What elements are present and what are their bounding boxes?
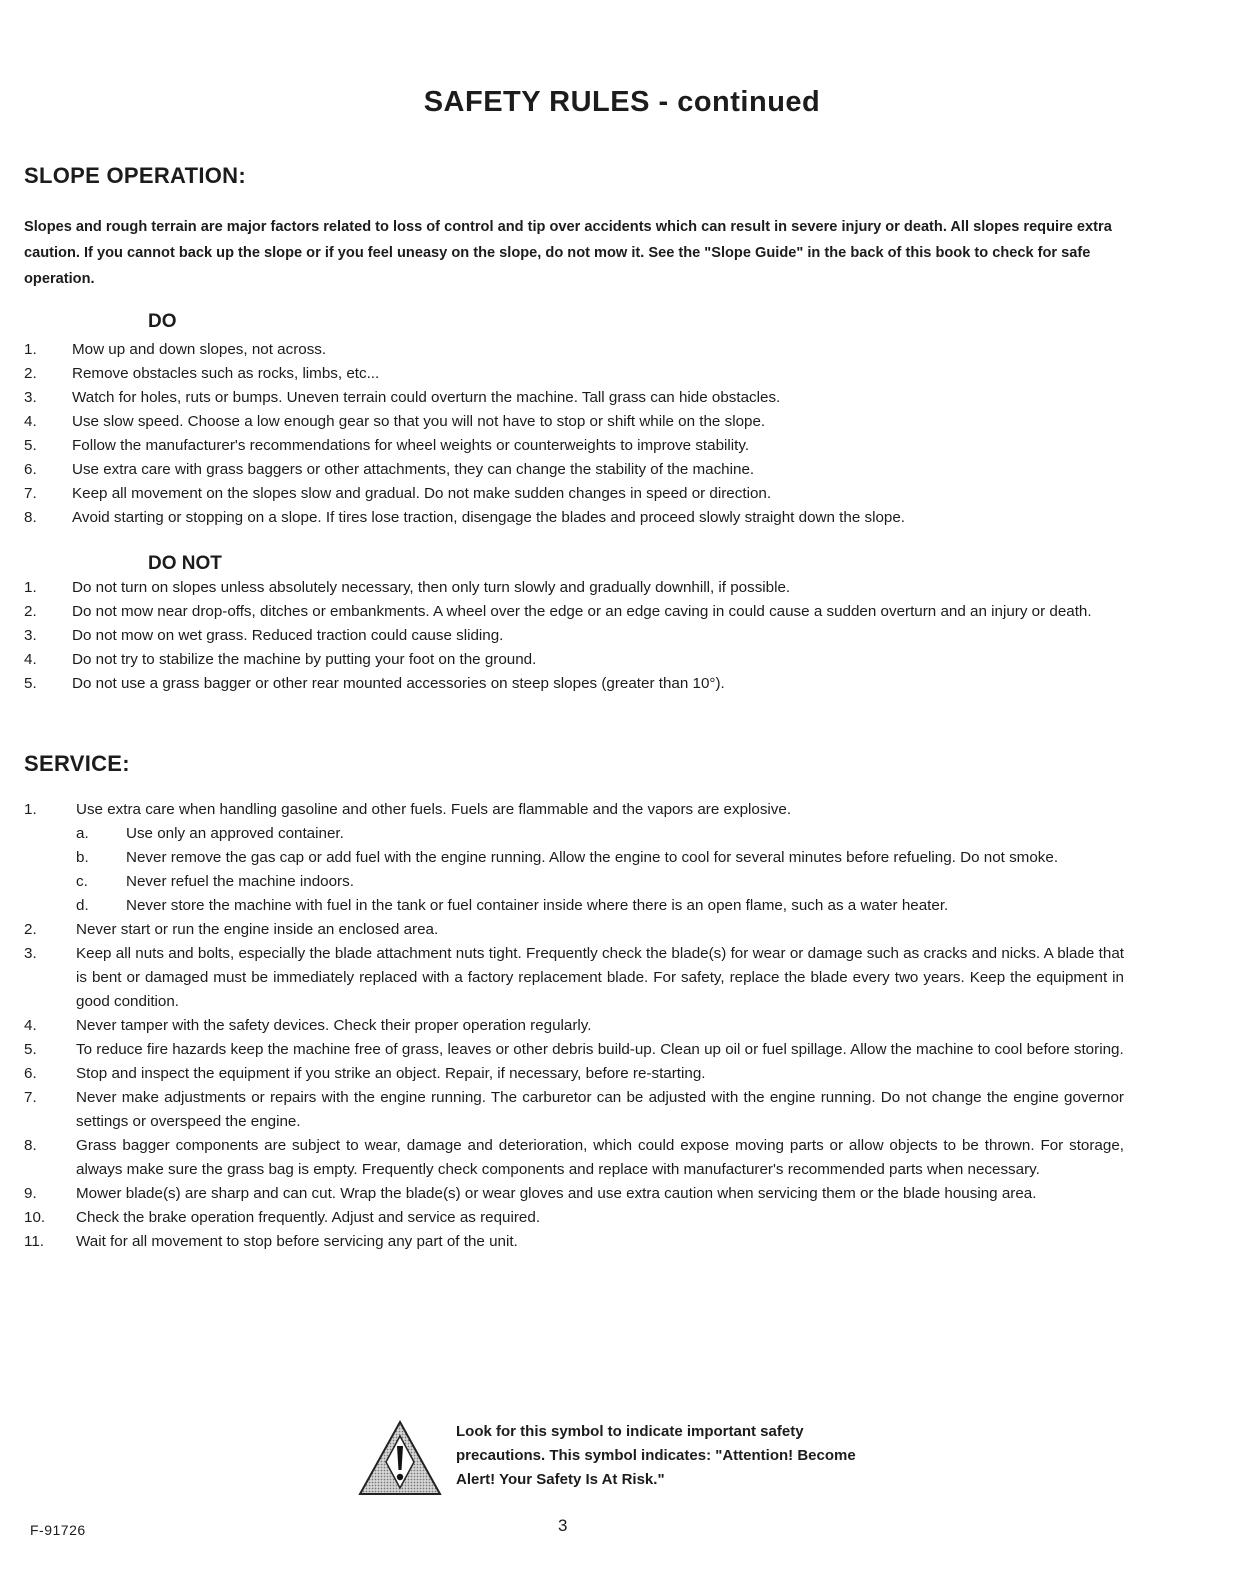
fuel-subitem [76,822,1124,846]
list-item [24,362,1124,386]
list-item-text: Grass bagger components are subject to wear, damage and deterioration, which could expose moving parts or allow objects to be thrown. For storage, always make sure the grass bag is empty. Frequently check components and replace with manufacturer's recommended parts when necessary. [76,1137,1124,1178]
list-item-number: 6. [24,1065,37,1082]
list-item [24,482,1124,506]
list-item-text: Do not turn on slopes unless absolutely necessary, then only turn slowly and gradually downhill, if possible. [72,579,791,596]
list-item-number: 7. [24,1089,37,1106]
list-item [24,600,1124,624]
list-item-number: 5. [24,1041,37,1058]
list-item-text: Mow up and down slopes, not across. [72,341,327,358]
list-item [24,1014,1124,1038]
list-item-number: 6. [24,461,37,478]
list-item-number: 2. [24,603,37,620]
list-item-number: 4. [24,413,37,430]
list-item-number: 5. [24,675,37,692]
list-item-number: 2. [24,921,37,938]
page-number: 3 [558,1516,568,1535]
list-item [24,1038,1124,1062]
list-item-number: 1. [24,579,37,596]
list-item-number: 4. [24,651,37,668]
list-item [24,506,1124,530]
subitem-letter: d. [76,897,89,914]
document-code: F-91726 [30,1522,86,1538]
list-item-number: 3. [24,389,37,406]
slope-intro-text: Slopes and rough terrain are major factors related to loss of control and tip over accidents which can result in severe injury or death. All slopes require extra caution. If you cannot back up the slope or if you feel uneasy on the slope, do not mow it. See the "Slope Guide" in the back of this book to check for safe operation. [24,219,1112,287]
list-item [24,918,1124,942]
subitem-letter: c. [76,873,88,890]
list-item [24,672,1124,696]
slope-intro [24,214,1124,292]
list-item-text: Never tamper with the safety devices. Check their proper operation regularly. [76,1017,592,1034]
fuel-sublist [76,822,1124,918]
list-item-text: Do not use a grass bagger or other rear mounted accessories on steep slopes (greater than 10°). [72,675,725,692]
list-item-number: 8. [24,509,37,526]
list-item-text: Avoid starting or stopping on a slope. If tires lose traction, disengage the blades and proceed slowly straight down the slope. [72,509,906,526]
list-item-number: 3. [24,945,37,962]
list-item-number: 8. [24,1137,37,1154]
service-items-rest [24,918,1124,1254]
list-item-text: Use slow speed. Choose a low enough gear so that you will not have to stop or shift while on the slope. [72,413,766,430]
service-item-text: Use extra care when handling gasoline and other fuels. Fuels are flammable and the vapors are explosive. [76,801,792,818]
list-item-number: 3. [24,627,37,644]
list-item-number: 10. [24,1209,46,1226]
list-item-text: Stop and inspect the equipment if you strike an object. Repair, if necessary, before re-starting. [76,1065,706,1082]
safety-notice [356,1418,876,1508]
list-item-text: Mower blade(s) are sharp and can cut. Wrap the blade(s) or wear gloves and use extra caution when servicing them or the blade housing area. [76,1185,1037,1202]
page-title: SAFETY RULES - continued [423,86,821,118]
list-item-text: To reduce fire hazards keep the machine free of grass, leaves or other debris build-up. Clean up oil or fuel spillage. Allow the machine to cool before storing. [76,1041,1124,1058]
list-item-text: Do not mow on wet grass. Reduced traction could cause sliding. [72,627,504,644]
list-item [24,942,1124,1014]
list-item [24,410,1124,434]
service-item-number: 1. [24,801,37,818]
do-not-heading: DO NOT [148,553,222,574]
service-list [24,798,1124,1254]
list-item [24,386,1124,410]
list-item-text: Use extra care with grass baggers or other attachments, they can change the stability of the machine. [72,461,755,478]
list-item-number: 1. [24,341,37,358]
list-item [24,1062,1124,1086]
slope-operation-heading: SLOPE OPERATION: [24,163,246,188]
list-item-text: Remove obstacles such as rocks, limbs, etc... [72,365,380,382]
do-list [24,338,1124,530]
list-item-text: Wait for all movement to stop before servicing any part of the unit. [76,1233,518,1250]
list-item [24,1206,1124,1230]
list-item-text: Never make adjustments or repairs with the engine running. The carburetor can be adjusted with the engine running. Do not change the engine governor settings or overspeed the engine. [76,1089,1124,1130]
list-item [24,434,1124,458]
list-item-text: Keep all movement on the slopes slow and gradual. Do not make sudden changes in speed or direction. [72,485,772,502]
subitem-text: Never store the machine with fuel in the tank or fuel container inside where there is an open flame, such as a water heater. [126,897,949,914]
list-item-text: Do not mow near drop-offs, ditches or embankments. A wheel over the edge or an edge caving in could cause a sudden overturn and an injury or death. [72,603,1092,620]
list-item-number: 5. [24,437,37,454]
list-item-text: Keep all nuts and bolts, especially the blade attachment nuts tight. Frequently check the blade(s) for wear or damage such as cracks and nicks. A blade that is bent or damaged must be immediately replaced with a factory replacement blade. For safety, replace the blade every two years. Keep the equipment in good condition. [76,945,1124,1010]
list-item [24,1086,1124,1134]
subitem-text: Never refuel the machine indoors. [126,873,354,890]
notice-text: Look for this symbol to indicate important safety precautions. This symbol indicates: "Attention! Become Alert! Your Safety Is At Risk." [456,1423,856,1488]
service-heading: SERVICE: [24,751,130,776]
list-item [24,1182,1124,1206]
subitem-text: Never remove the gas cap or add fuel with the engine running. Allow the engine to cool for several minutes before refueling. Do not smoke. [126,849,1059,866]
list-item [24,1230,1124,1254]
fuel-subitem [76,894,1124,918]
fuel-subitem [76,870,1124,894]
list-item-text: Watch for holes, ruts or bumps. Uneven terrain could overturn the machine. Tall grass can hide obstacles. [72,389,781,406]
list-item [24,576,1124,600]
list-item-text: Follow the manufacturer's recommendations for wheel weights or counterweights to improve stability. [72,437,750,454]
subitem-text: Use only an approved container. [126,825,344,842]
list-item [24,648,1124,672]
list-item-number: 2. [24,365,37,382]
list-item [24,458,1124,482]
list-item-number: 11. [24,1233,44,1250]
subitem-letter: a. [76,825,89,842]
list-item-text: Check the brake operation frequently. Adjust and service as required. [76,1209,541,1226]
warning-triangle-icon [356,1418,444,1498]
fuel-subitem [76,846,1124,870]
list-item-number: 9. [24,1185,37,1202]
list-item [24,1134,1124,1182]
list-item-text: Never start or run the engine inside an enclosed area. [76,921,439,938]
subitem-letter: b. [76,849,89,866]
do-heading: DO [148,311,177,332]
do-not-list [24,576,1124,696]
list-item-text: Do not try to stabilize the machine by putting your foot on the ground. [72,651,537,668]
list-item-number: 4. [24,1017,37,1034]
list-item [24,338,1124,362]
service-item [24,798,1124,918]
list-item [24,624,1124,648]
list-item-number: 7. [24,485,37,502]
